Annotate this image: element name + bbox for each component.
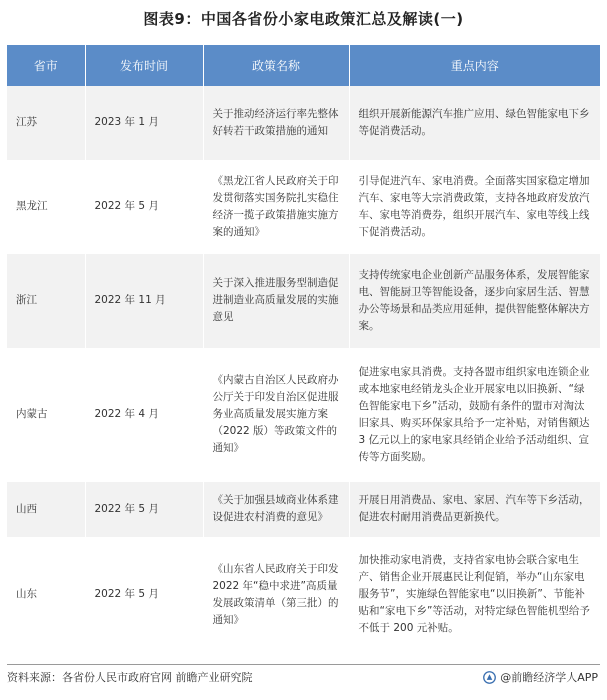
source-note: 资料来源：各省份人民市政府官网 前瞻产业研究院 (7, 671, 253, 684)
cell-province: 江苏 (7, 86, 85, 160)
policy-table (7, 45, 600, 653)
cell-policy: 《黑龙江省人民政府关于印发贯彻落实国务院扎实稳住经济一揽子政策措施实施方案的通知》 (203, 160, 349, 253)
brand-text: @前瞻经济学人APP (500, 671, 598, 684)
cell-policy: 《关于加强县域商业体系建设促进农村消费的意见》 (203, 481, 349, 537)
table-row (7, 253, 600, 348)
header-date: 发布时间 (85, 45, 203, 86)
cell-date: 2022 年 11 月 (85, 253, 203, 348)
cell-province: 山东 (7, 537, 85, 652)
table-header-row (7, 45, 600, 86)
cell-province: 浙江 (7, 253, 85, 348)
cell-content: 开展日用消费品、家电、家居、汽车等下乡活动，促进农村耐用消费品更新换代。 (349, 481, 600, 537)
cell-date: 2023 年 1 月 (85, 86, 203, 160)
cell-content: 加快推动家电消费，支持省家电协会联合家电生产、销售企业开展惠民让利促销，举办“山东家电服务节”，实施绿色智能家电“以旧换新”、节能补贴和“家电下乡”等活动，对特定绿色智能机型给予不低于 200 元补贴。 (349, 537, 600, 652)
cell-province: 内蒙古 (7, 348, 85, 481)
table-row (7, 160, 600, 253)
header-content: 重点内容 (349, 45, 600, 86)
cell-province: 黑龙江 (7, 160, 85, 253)
cell-date: 2022 年 4 月 (85, 348, 203, 481)
cell-content: 引导促进汽车、家电消费。全面落实国家稳定增加汽车、家电等大宗消费政策，支持各地政府发放汽车、家电等消费券，组织开展汽车、家电等线上线下促消费活动。 (349, 160, 600, 253)
table-row (7, 481, 600, 537)
cell-province: 山西 (7, 481, 85, 537)
table-row (7, 348, 600, 481)
cell-policy: 关于推动经济运行率先整体好转若干政策措施的通知 (203, 86, 349, 160)
cell-date: 2022 年 5 月 (85, 537, 203, 652)
cell-date: 2022 年 5 月 (85, 481, 203, 537)
cell-policy: 关于深入推进服务型制造促进制造业高质量发展的实施意见 (203, 253, 349, 348)
cell-content: 组织开展新能源汽车推广应用、绿色智能家电下乡等促消费活动。 (349, 86, 600, 160)
brand-logo-icon (483, 671, 496, 684)
table-row (7, 86, 600, 160)
chart-title: 图表9：中国各省份小家电政策汇总及解读(一) (143, 10, 464, 28)
brand-credit (483, 669, 598, 685)
cell-date: 2022 年 5 月 (85, 160, 203, 253)
cell-content: 支持传统家电企业创新产品服务体系，发展智能家电、智能厨卫等智能设备，逐步向家居生活、智慧办公等场景和品类应用延伸，提供智能整体解决方案。 (349, 253, 600, 348)
cell-policy: 《山东省人民政府关于印发 2022 年“稳中求进”高质量发展政策清单（第三批）的通知》 (203, 537, 349, 652)
footer-divider (7, 664, 600, 665)
header-policy: 政策名称 (203, 45, 349, 86)
table-row (7, 537, 600, 652)
cell-content: 促进家电家具消费。支持各盟市组织家电连锁企业或本地家电经销龙头企业开展家电以旧换新、“绿色智能家电下乡”活动，鼓励有条件的盟市对淘汰旧家具、购买环保家具给予一定补贴，对销售额达 3 亿元以上的家电家具经销企业给予活动组织、宣传等方面奖励。 (349, 348, 600, 481)
header-province: 省市 (7, 45, 85, 86)
cell-policy: 《内蒙古自治区人民政府办公厅关于印发自治区促进服务业高质量发展实施方案（2022 版）等政策文件的通知》 (203, 348, 349, 481)
